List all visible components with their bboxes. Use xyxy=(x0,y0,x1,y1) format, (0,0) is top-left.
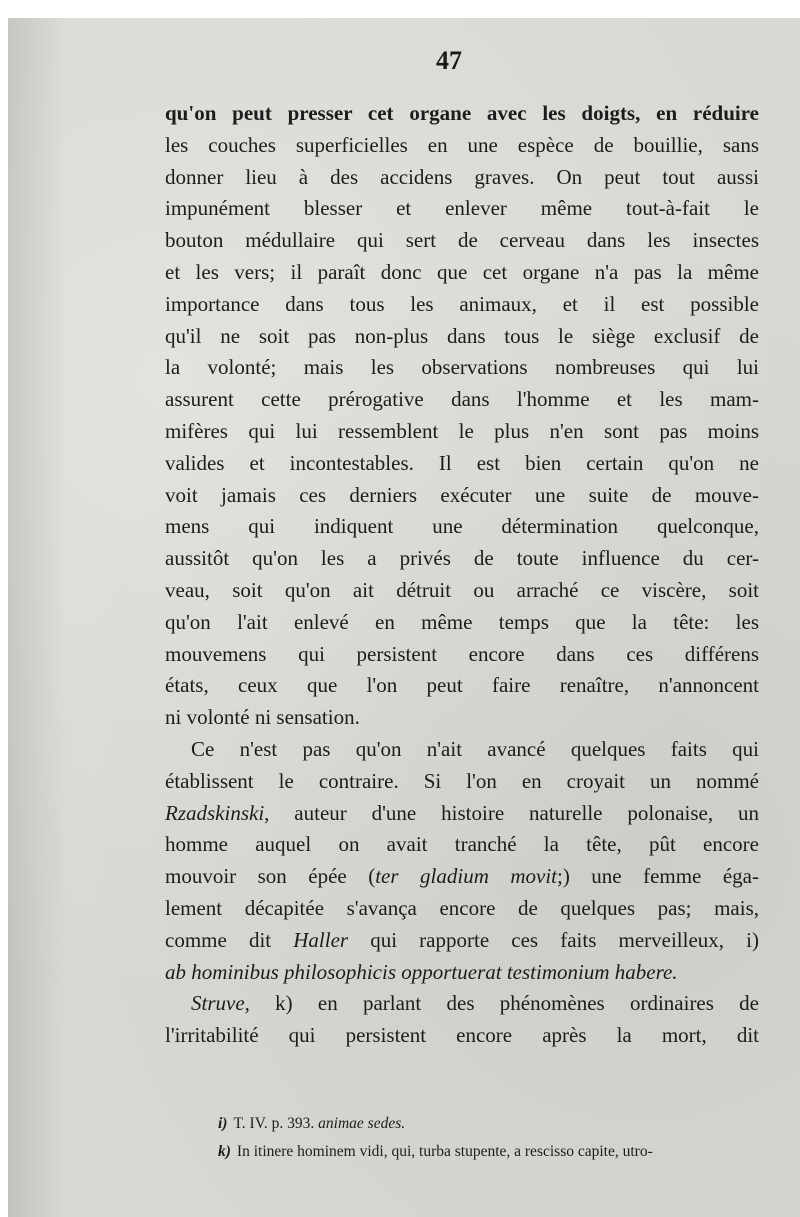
page-gutter-shadow xyxy=(8,18,68,1217)
text-line xyxy=(165,925,759,957)
footnotes xyxy=(218,1110,773,1166)
text-segment: qui rapporte ces faits merveilleux, i) xyxy=(348,927,760,952)
text-line: homme auquel on avait tranché la tête, pût encore xyxy=(165,832,759,857)
text-line: mens qui indiquent une détermination quelconque, xyxy=(165,514,759,539)
text-segment: comme dit xyxy=(165,927,294,952)
text-line: les couches superficielles en une espèce de bouillie, sans xyxy=(165,132,759,157)
footnote-marker: i) xyxy=(218,1115,228,1132)
text-line: états, ceux que l'on peut faire renaître, n'annoncent xyxy=(165,673,759,698)
text-line: lement décapitée s'avança encore de quelques pas; mais, xyxy=(165,895,759,920)
author-name-rzadskinski: Rzadskinski xyxy=(165,800,265,825)
author-name-struve: Struve xyxy=(191,991,245,1016)
text-line: impunément blesser et enlever même tout-à-fait le xyxy=(165,196,759,221)
text-line xyxy=(165,798,759,830)
text-line: Ce n'est pas qu'on n'ait avancé quelques faits qui xyxy=(191,736,759,761)
text-line: veau, soit qu'on ait détruit ou arraché ce viscère, soit xyxy=(165,577,759,602)
latin-quote: ab hominibus philosophicis opportuerat testimonium habere. xyxy=(165,959,678,984)
text-segment: , k) en parlant des phénomènes ordinaires de xyxy=(244,991,759,1016)
book-page xyxy=(8,18,800,1217)
text-line: ni volonté ni sensation. xyxy=(165,705,360,730)
text-line: établissent le contraire. Si l'on en croyait un nommé xyxy=(165,768,759,793)
footnote-text: In itinere hominem vidi, qui, turba stupente, a rescisso capite, utro- xyxy=(236,1143,653,1160)
text-line: mifères qui lui ressemblent le plus n'en sont pas moins xyxy=(165,418,759,443)
footnote xyxy=(218,1138,773,1166)
text-line: qu'il ne soit pas non-plus dans tous le siège exclusif de xyxy=(165,323,759,348)
author-name-haller: Haller xyxy=(293,927,349,952)
text-line: la volonté; mais les observations nombreuses qui lui xyxy=(165,355,759,380)
text-line: donner lieu à des accidens graves. On peut tout aussi xyxy=(165,164,759,189)
text-line: bouton médullaire qui sert de cerveau dans les insectes xyxy=(165,228,759,253)
text-segment: , auteur d'une histoire naturelle polonaise, un xyxy=(264,800,759,825)
text-line: et les vers; il paraît donc que cet organe n'a pas la même xyxy=(165,259,759,284)
text-segment: mouvoir son épée ( xyxy=(165,864,376,889)
text-line: qu'on l'ait enlevé en même temps que la tête: les xyxy=(165,609,759,634)
text-segment: ;) une femme éga- xyxy=(556,864,759,889)
text-line xyxy=(165,988,759,1020)
text-line: l'irritabilité qui persistent encore après la mort, dit xyxy=(165,1023,759,1048)
footnote-text-italic: animae sedes. xyxy=(318,1115,406,1132)
text-line: importance dans tous les animaux, et il est possible xyxy=(165,291,759,316)
footnote-text: T. IV. p. 393. xyxy=(233,1115,319,1132)
text-line: voit jamais ces derniers exécuter une suite de mouve- xyxy=(165,482,759,507)
body-text xyxy=(165,98,759,1052)
text-line xyxy=(165,861,759,893)
text-line: aussitôt qu'on les a privés de toute influence du cer- xyxy=(165,546,759,571)
footnote-marker: k) xyxy=(218,1143,231,1160)
text-line: assurent cette prérogative dans l'homme et les mam- xyxy=(165,387,759,412)
latin-quote: ter gladium movit xyxy=(375,864,557,889)
page-number: 47 xyxy=(436,46,462,75)
footnote xyxy=(218,1110,773,1138)
text-line: mouvemens qui persistent encore dans ces différens xyxy=(165,641,759,666)
text-line: qu'on peut presser cet organe avec les doigts, en réduire xyxy=(165,101,759,125)
text-line: valides et incontestables. Il est bien certain qu'on ne xyxy=(165,450,759,475)
